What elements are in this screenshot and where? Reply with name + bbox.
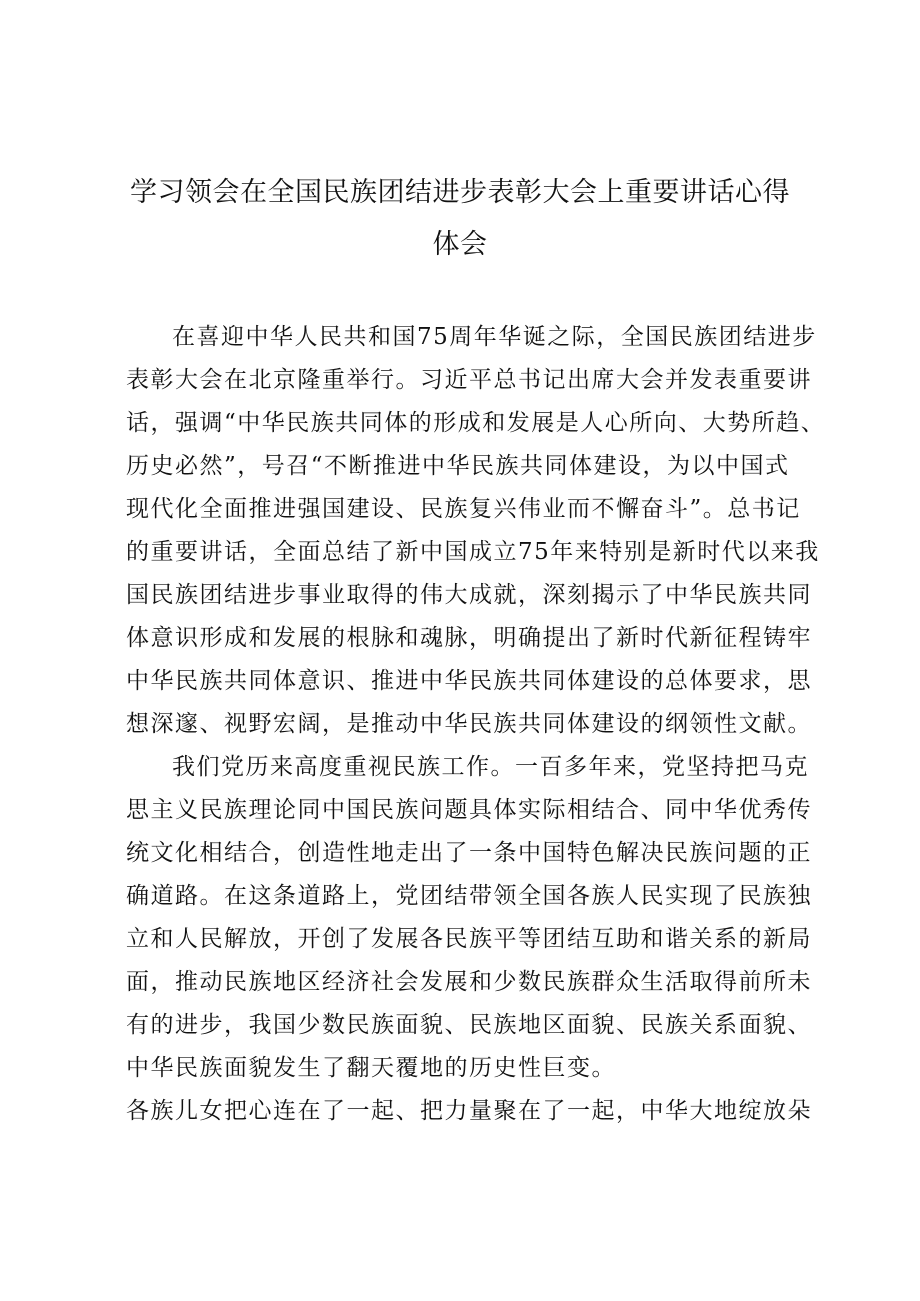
paragraph-1-line-6: 的重要讲话，全面总结了新中国成立75年来特别是新时代以来我 [126, 539, 820, 565]
paragraph-2-line-5: 立和人民解放，开创了发展各民族平等团结互助和谐关系的新局 [126, 926, 812, 952]
paragraph-1-line-3: 话，强调“中华民族共同体的形成和发展是人心所向、大势所趋、 [126, 410, 826, 436]
paragraph-1-line-10: 想深邃、视野宏阔，是推动中华民族共同体建设的纲领性文献。 [126, 711, 812, 737]
paragraph-1-line-7: 国民族团结进步事业取得的伟大成就，深刻揭示了中华民族共同 [126, 582, 812, 608]
paragraph-2-line-8: 中华民族面貌发生了翻天覆地的历史性巨变。 [126, 1055, 616, 1081]
paragraph-2-line-3: 统文化相结合，创造性地走出了一条中国特色解决民族问题的正 [126, 840, 812, 866]
paragraph-2-line-6: 面，推动民族地区经济社会发展和少数民族群众生活取得前所未 [126, 969, 812, 995]
paragraph-1-line-1: 在喜迎中华人民共和国75周年华诞之际，全国民族团结进步 [172, 324, 817, 350]
paragraph-1-line-2: 表彰大会在北京隆重举行。习近平总书记出席大会并发表重要讲 [126, 367, 812, 393]
paragraph-2-line-2: 思主义民族理论同中国民族问题具体实际相结合、同中华优秀传 [126, 797, 812, 823]
paragraph-3-line-1: 各族儿女把心连在了一起、把力量聚在了一起，中华大地绽放朵 [126, 1098, 812, 1124]
paragraph-1-line-5: 现代化全面推进强国建设、民族复兴伟业而不懈奋斗”。总书记 [126, 496, 801, 522]
paragraph-1-line-9: 中华民族共同体意识、推进中华民族共同体建设的总体要求，思 [126, 668, 812, 694]
document-title-line-2: 体会 [432, 229, 488, 260]
paragraph-1-line-8: 体意识形成和发展的根脉和魂脉，明确提出了新时代新征程铸牢 [126, 625, 812, 651]
document-title-line-1: 学习领会在全国民族团结进步表彰大会上重要讲话心得 [130, 177, 790, 208]
paragraph-2-line-7: 有的进步，我国少数民族面貌、民族地区面貌、民族关系面貌、 [126, 1012, 812, 1038]
paragraph-1-line-4: 历史必然”，号召“不断推进中华民族共同体建设，为以中国式 [126, 453, 790, 479]
paragraph-2-line-4: 确道路。在这条道路上，党团结带领全国各族人民实现了民族独 [126, 883, 812, 909]
paragraph-2-line-1: 我们党历来高度重视民族工作。一百多年来，党坚持把马克 [172, 754, 809, 780]
